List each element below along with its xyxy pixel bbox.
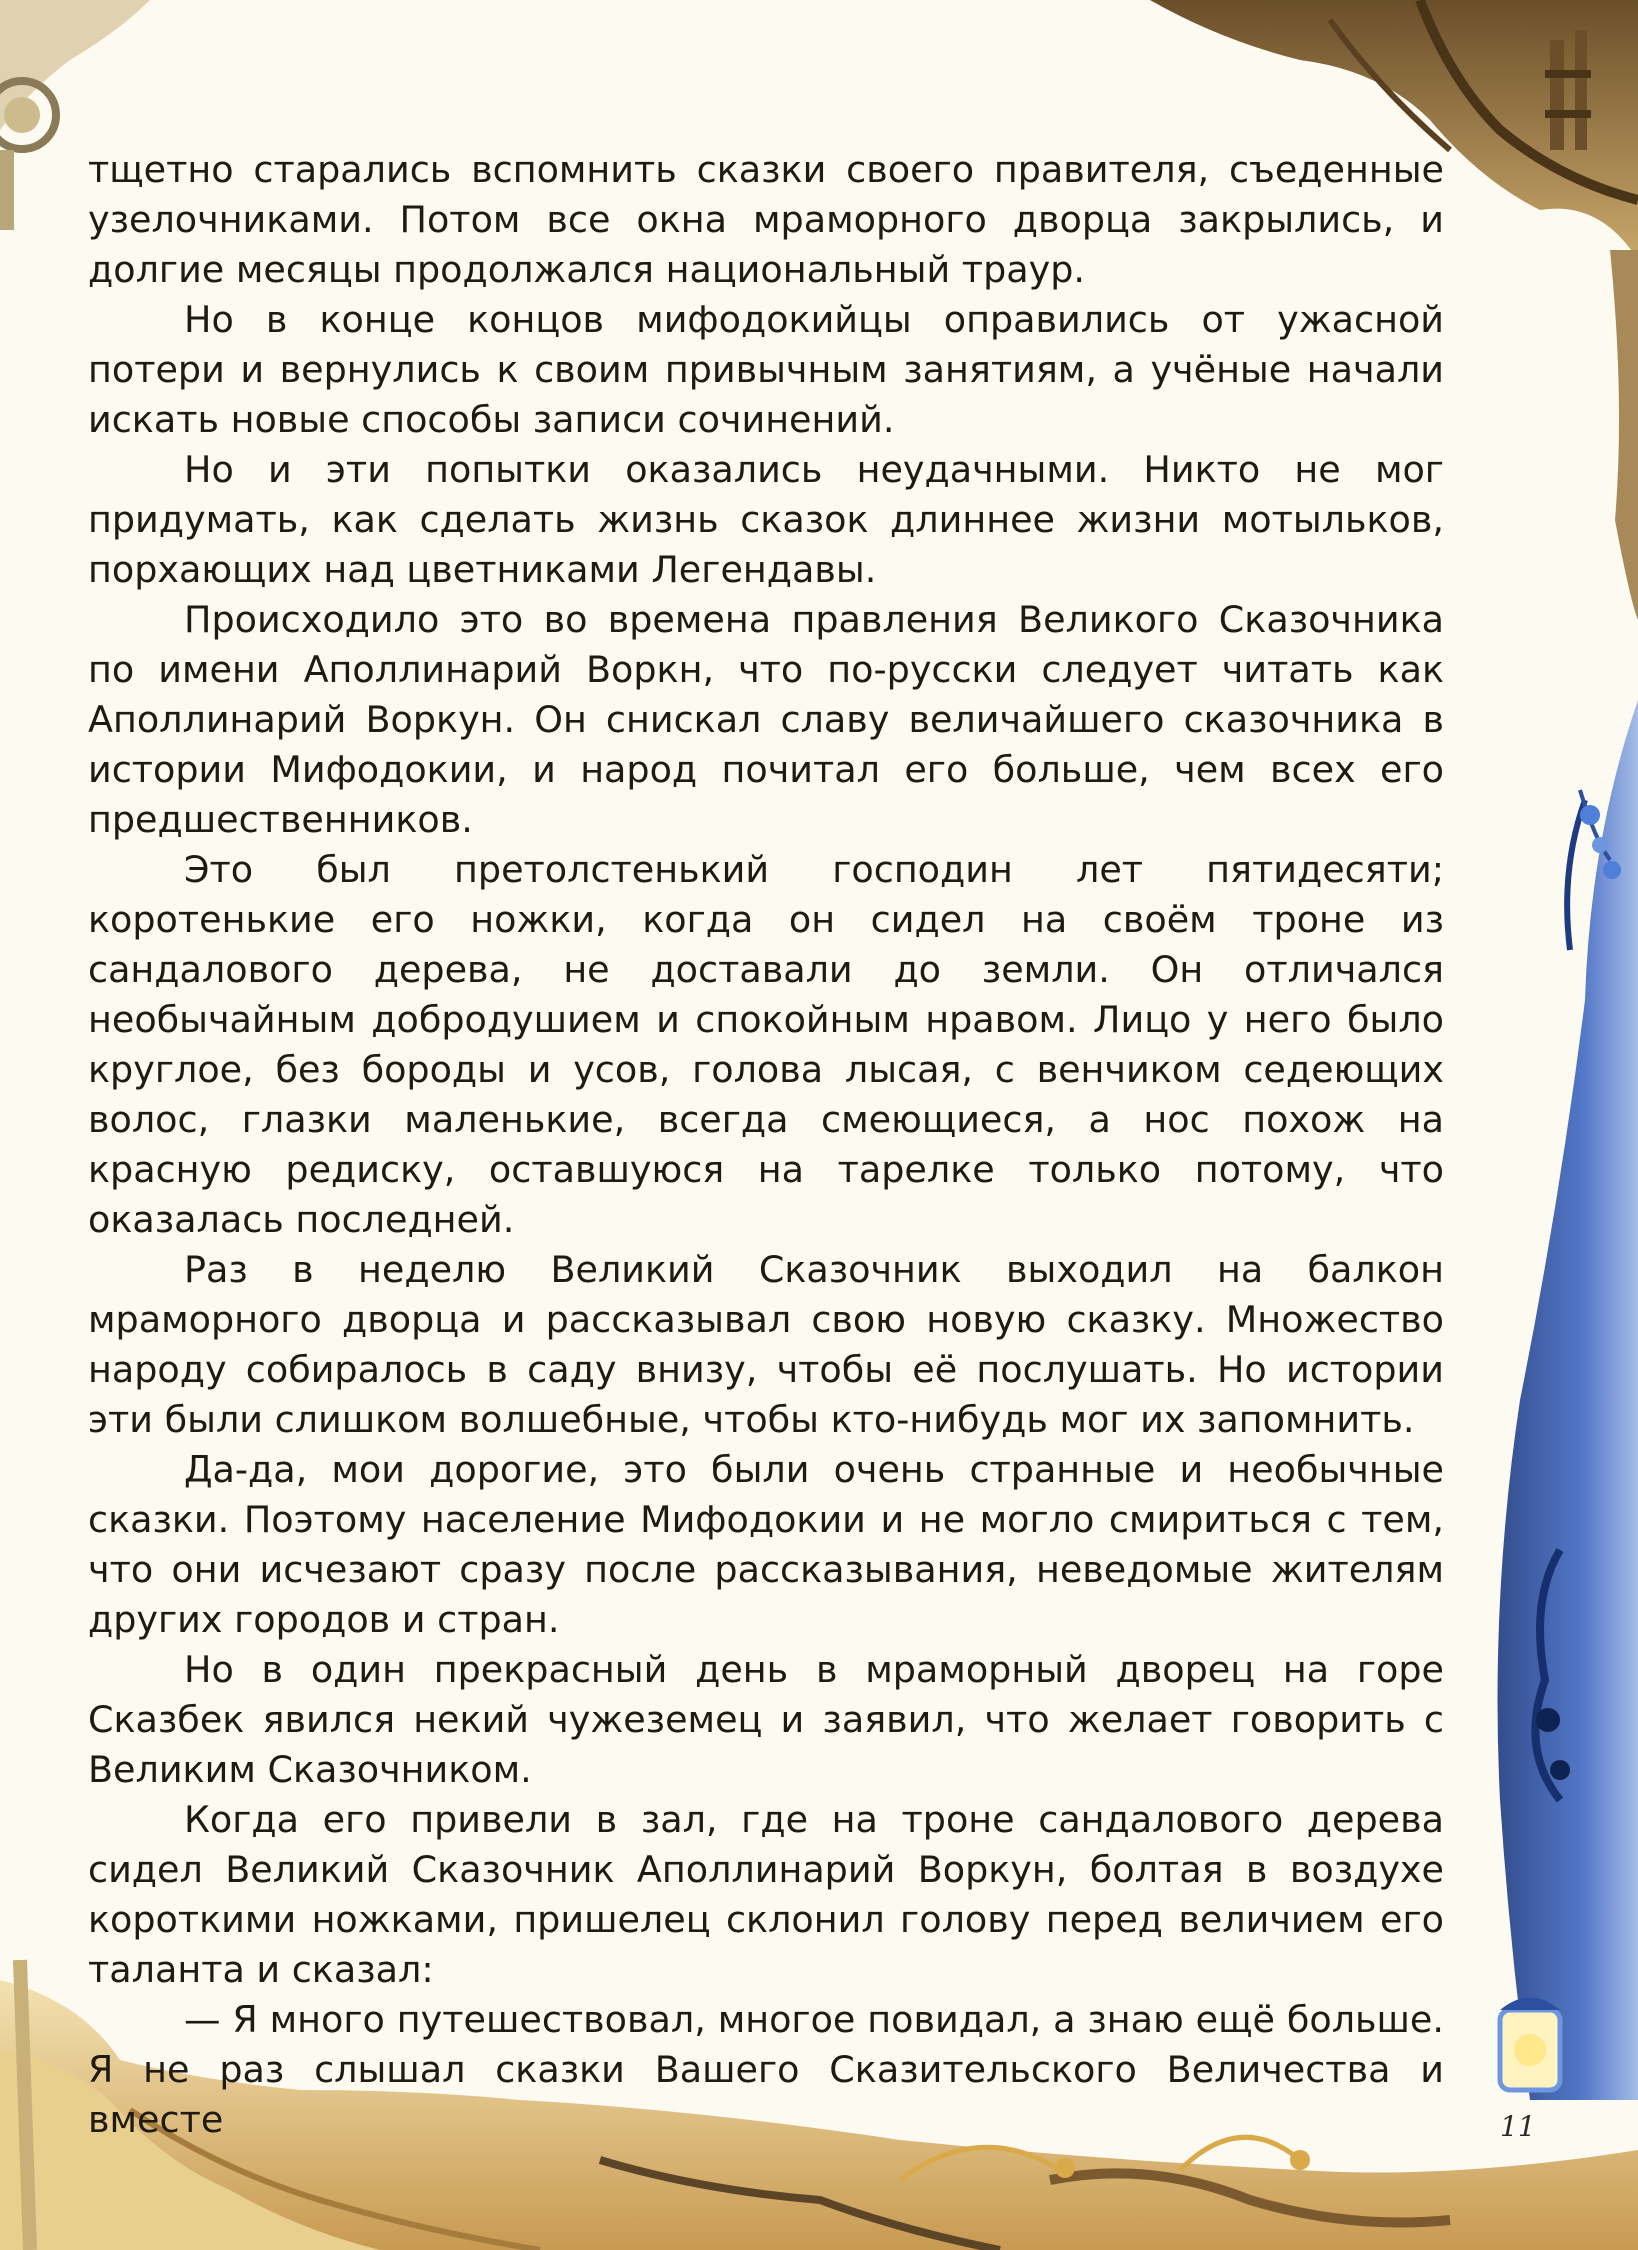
paragraph: Но и эти попытки оказались неудачными. Никто не мог придумать, как сделать жизнь сказок длиннее жизни мотыльков, порхающих над цветниками Легендавы. — [88, 448, 1444, 591]
paragraph: Но в конце концов мифодокийцы оправились от ужасной потери и вернулись к своим привычным занятиям, а учёные начали искать новые способы записи сочинений. — [88, 298, 1444, 441]
paragraph: Это был претолстенький господин лет пятидесяти; коротенькие его ножки, когда он сидел на своём троне из сандалового дерева, не доставали до земли. Он отличался необычайным добродушием и спокойным нравом. Лицо у него было круглое, без бороды и усов, голова лысая, с венчиком седеющих волос, глазки маленькие, всегда смеющиеся, а нос похож на красную редиску, оставшуюся на тарелке только потому, что оказалась последней. — [88, 848, 1444, 1241]
paragraph: Но в один прекрасный день в мраморный дворец на горе Сказбек явился некий чужеземец и заявил, что желает говорить с Великим Сказочником. — [88, 1648, 1444, 1791]
paragraph: тщетно старались вспомнить сказки своего правителя, съеденные узелочниками. Потом все окна мраморного дворца закрылись, и долгие месяцы продолжался национальный траур. — [88, 148, 1444, 291]
paragraph: Да-да, мои дорогие, это были очень странные и необычные сказки. Поэтому население Мифодокии и не могло смириться с тем, что они исчезают сразу после рассказывания, неведомые жителям других городов и стран. — [88, 1448, 1444, 1641]
paragraph: Происходило это во времена правления Великого Сказочника по имени Аполлинарий Воркн, что по-русски следует читать как Аполлинарий Воркун. Он снискал славу величайшего сказочника в истории Мифодокии, и народ почитал его больше, чем всех его предшественников. — [88, 598, 1444, 841]
body-text — [88, 145, 1444, 2145]
lantern-icon — [1500, 1998, 1560, 2091]
paragraph: Когда его привели в зал, где на троне сандалового дерева сидел Великий Сказочник Аполлинарий Воркун, болтая в воздухе короткими ножками, пришелец склонил голову перед величием его таланта и сказал: — [88, 1798, 1444, 1991]
page-number: 11 — [1500, 2110, 1536, 2143]
paragraph: Раз в неделю Великий Сказочник выходил на балкон мраморного дворца и рассказывал свою новую сказку. Множество народу собиралось в саду внизу, чтобы её послушать. Но истории эти были слишком волшебные, чтобы кто-нибудь мог их запомнить. — [88, 1248, 1444, 1441]
right-blue-vine — [1498, 700, 1638, 2100]
paragraph: — Я много путешествовал, многое повидал, а знаю ещё больше. Я не раз слышал сказки Вашего Сказительского Величества и вместе — [88, 1998, 1444, 2141]
